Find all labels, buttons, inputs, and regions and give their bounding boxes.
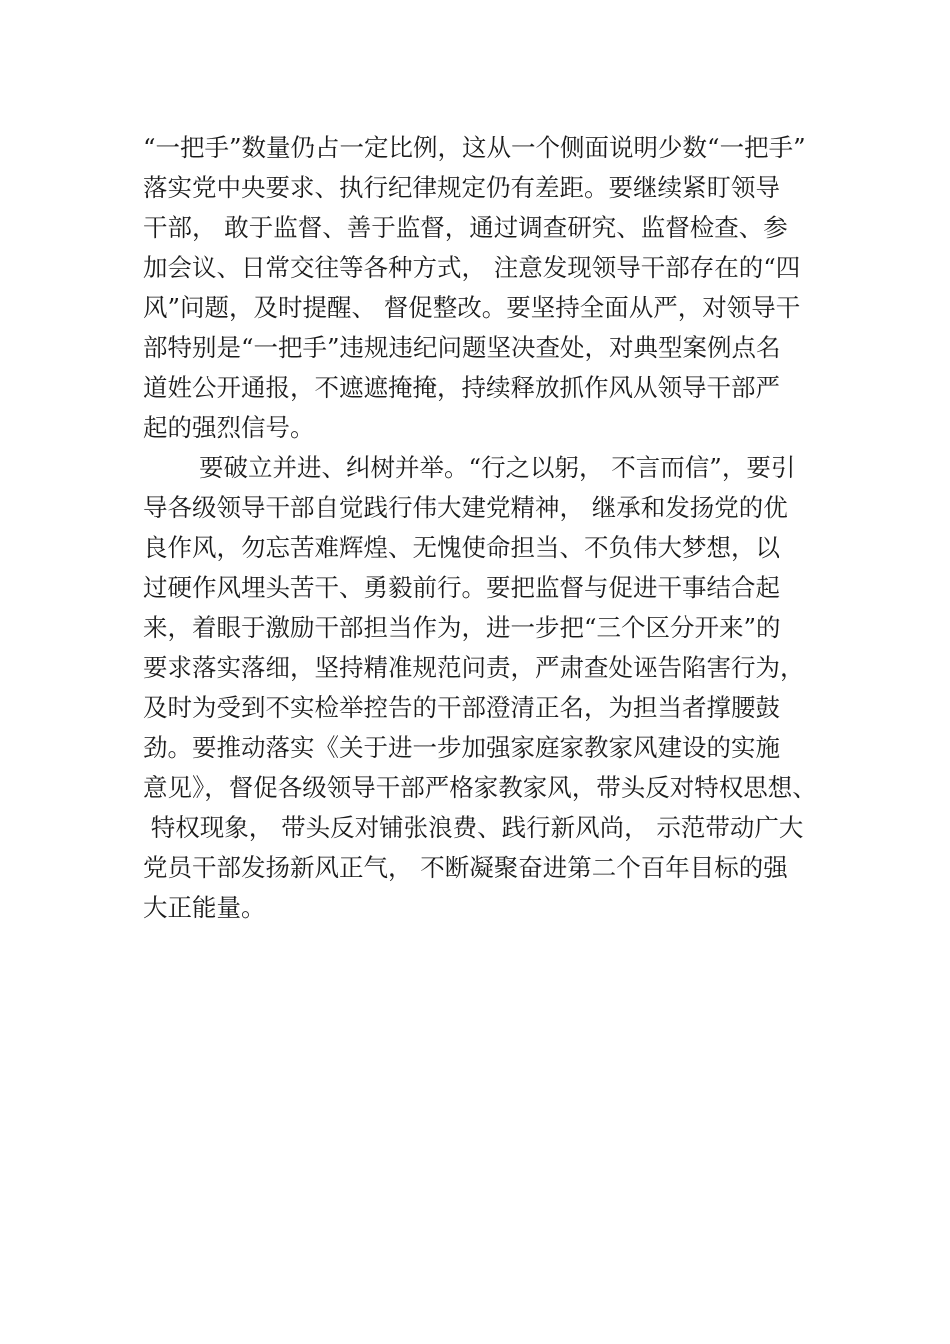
paragraph-line: “一把手”数量仍占一定比例，这从一个侧面说明少数“一把手” (143, 133, 806, 162)
paragraph-line: 道姓公开通报，不遮遮掩掩，持续释放抓作风从领导干部严 (143, 373, 780, 402)
paragraph-line: 党员干部发扬新风正气， 不断凝聚奋进第二个百年目标的强 (143, 853, 788, 882)
body-text (143, 128, 823, 928)
paragraph-line: 良作风，勿忘苦难辉煌、无愧使命担当、不负伟大梦想，以 (143, 533, 780, 562)
paragraph-line: 起的强烈信号。 (143, 413, 315, 442)
paragraph-line: 导各级领导干部自觉践行伟大建党精神， 继承和发扬党的优 (143, 493, 788, 522)
paragraph-line: 劲。要推动落实《关于进一步加强家庭家教家风建设的实施 (143, 733, 780, 762)
paragraph-line: 意见》，督促各级领导干部严格家教家风，带头反对特权思想、 (143, 773, 817, 802)
paragraph-line: 要求落实落细，坚持精准规范问责，严肃查处诬告陷害行为， (143, 653, 805, 682)
paragraph-line: 落实党中央要求、执行纪律规定仍有差距。要继续紧盯领导 (143, 173, 780, 202)
paragraph-line: 大正能量。 (143, 893, 266, 922)
paragraph-line: 及时为受到不实检举控告的干部澄清正名，为担当者撑腰鼓 (143, 693, 780, 722)
paragraph-line: 干部， 敢于监督、善于监督，通过调查研究、监督检查、参 (143, 213, 788, 242)
paragraph-1 (143, 128, 823, 448)
paragraph-first-line: 要破立并进、纠树并举。“行之以躬， 不言而信”，要引 (199, 453, 796, 482)
paragraph-line: 特权现象， 带头反对铺张浪费、践行新风尚， 示范带动广大 (143, 813, 804, 842)
paragraph-line: 过硬作风埋头苦干、勇毅前行。要把监督与促进干事结合起 (143, 573, 780, 602)
paragraph-2 (143, 448, 823, 928)
paragraph-line: 来，着眼于激励干部担当作为，进一步把“三个区分开来”的 (143, 613, 781, 642)
paragraph-line: 部特别是“一把手”违规违纪问题坚决查处，对典型案例点名 (143, 333, 781, 362)
paragraph-line: 风”问题，及时提醒、 督促整改。要坚持全面从严，对领导干 (143, 293, 801, 322)
paragraph-line: 加会议、日常交往等各种方式， 注意发现领导干部存在的“四 (143, 253, 801, 282)
